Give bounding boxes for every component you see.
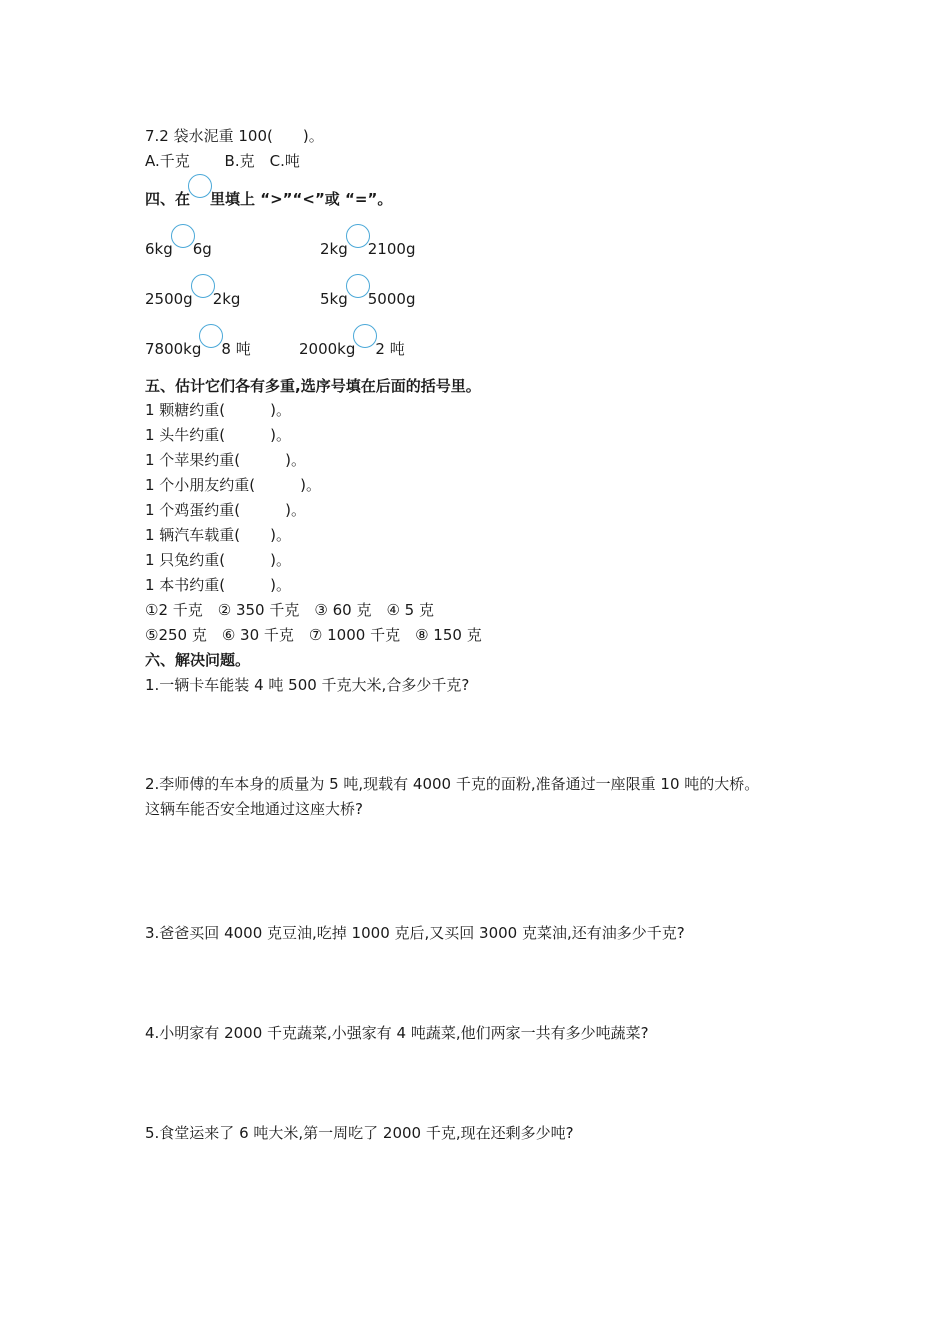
compare-item-4 xyxy=(320,282,415,309)
estimate-item: 1 辆汽车载重( )。 xyxy=(145,526,292,544)
problem-3: 3.爸爸买回 4000 克豆油,吃掉 1000 克后,又买回 3000 克菜油,还有油多少千克? xyxy=(145,924,685,942)
estimate-item: 1 只兔约重( )。 xyxy=(145,551,292,569)
compare-item-1 xyxy=(145,232,212,259)
compare-left: 5kg xyxy=(320,290,348,308)
problem-1: 1.一辆卡车能装 4 吨 500 千克大米,合多少千克? xyxy=(145,676,470,694)
answer-circle-icon[interactable] xyxy=(346,224,370,248)
estimate-item: 1 颗糖约重( )。 xyxy=(145,401,292,419)
section4-suffix: 里填上 “>”“<”或 “=”。 xyxy=(210,190,393,208)
section4-prefix: 四、在 xyxy=(145,190,191,208)
compare-left: 2kg xyxy=(320,240,348,258)
estimate-options-row2: ⑤250 克 ⑥ 30 千克 ⑦ 1000 千克 ⑧ 150 克 xyxy=(145,626,482,644)
compare-item-5 xyxy=(145,332,251,359)
q7-stem: 7.2 袋水泥重 100( )。 xyxy=(145,127,324,145)
estimate-item: 1 本书约重( )。 xyxy=(145,576,292,594)
problem-2-line2: 这辆车能否安全地通过这座大桥? xyxy=(145,800,363,818)
problem-5: 5.食堂运来了 6 吨大米,第一周吃了 2000 千克,现在还剩多少吨? xyxy=(145,1124,574,1142)
compare-left: 2000kg xyxy=(299,340,356,358)
compare-right: 2100g xyxy=(367,240,416,258)
problem-2-line1: 2.李师傅的车本身的质量为 5 吨,现载有 4000 千克的面粉,准备通过一座限重 10 吨的大桥。 xyxy=(145,775,760,793)
answer-circle-icon[interactable] xyxy=(353,324,377,348)
q7-options: A.千克 B.克 C.吨 xyxy=(145,152,300,170)
compare-left: 7800kg xyxy=(145,340,202,358)
compare-item-2 xyxy=(320,232,415,259)
estimate-item: 1 个鸡蛋约重( )。 xyxy=(145,501,307,519)
answer-circle-icon[interactable] xyxy=(346,274,370,298)
answer-circle-icon[interactable] xyxy=(199,324,223,348)
estimate-item: 1 头牛约重( )。 xyxy=(145,426,292,444)
answer-circle-icon[interactable] xyxy=(191,274,215,298)
estimate-item: 1 个小朋友约重( )。 xyxy=(145,476,322,494)
compare-right: 6g xyxy=(192,240,212,258)
section6-title: 六、解决问题。 xyxy=(145,651,251,669)
estimate-options-row1: ①2 千克 ② 350 千克 ③ 60 克 ④ 5 克 xyxy=(145,601,434,619)
compare-right: 5000g xyxy=(367,290,416,308)
compare-left: 6kg xyxy=(145,240,173,258)
compare-item-6 xyxy=(299,332,405,359)
compare-right: 2 吨 xyxy=(375,340,405,358)
compare-circle-icon xyxy=(188,174,212,198)
compare-right: 8 吨 xyxy=(221,340,251,358)
estimate-item: 1 个苹果约重( )。 xyxy=(145,451,307,469)
compare-right: 2kg xyxy=(212,290,241,308)
problem-4: 4.小明家有 2000 千克蔬菜,小强家有 4 吨蔬菜,他们两家一共有多少吨蔬菜? xyxy=(145,1024,649,1042)
section4-title xyxy=(145,182,392,209)
section5-title: 五、估计它们各有多重,选序号填在后面的括号里。 xyxy=(145,377,481,395)
compare-left: 2500g xyxy=(145,290,193,308)
answer-circle-icon[interactable] xyxy=(171,224,195,248)
compare-item-3 xyxy=(145,282,240,309)
